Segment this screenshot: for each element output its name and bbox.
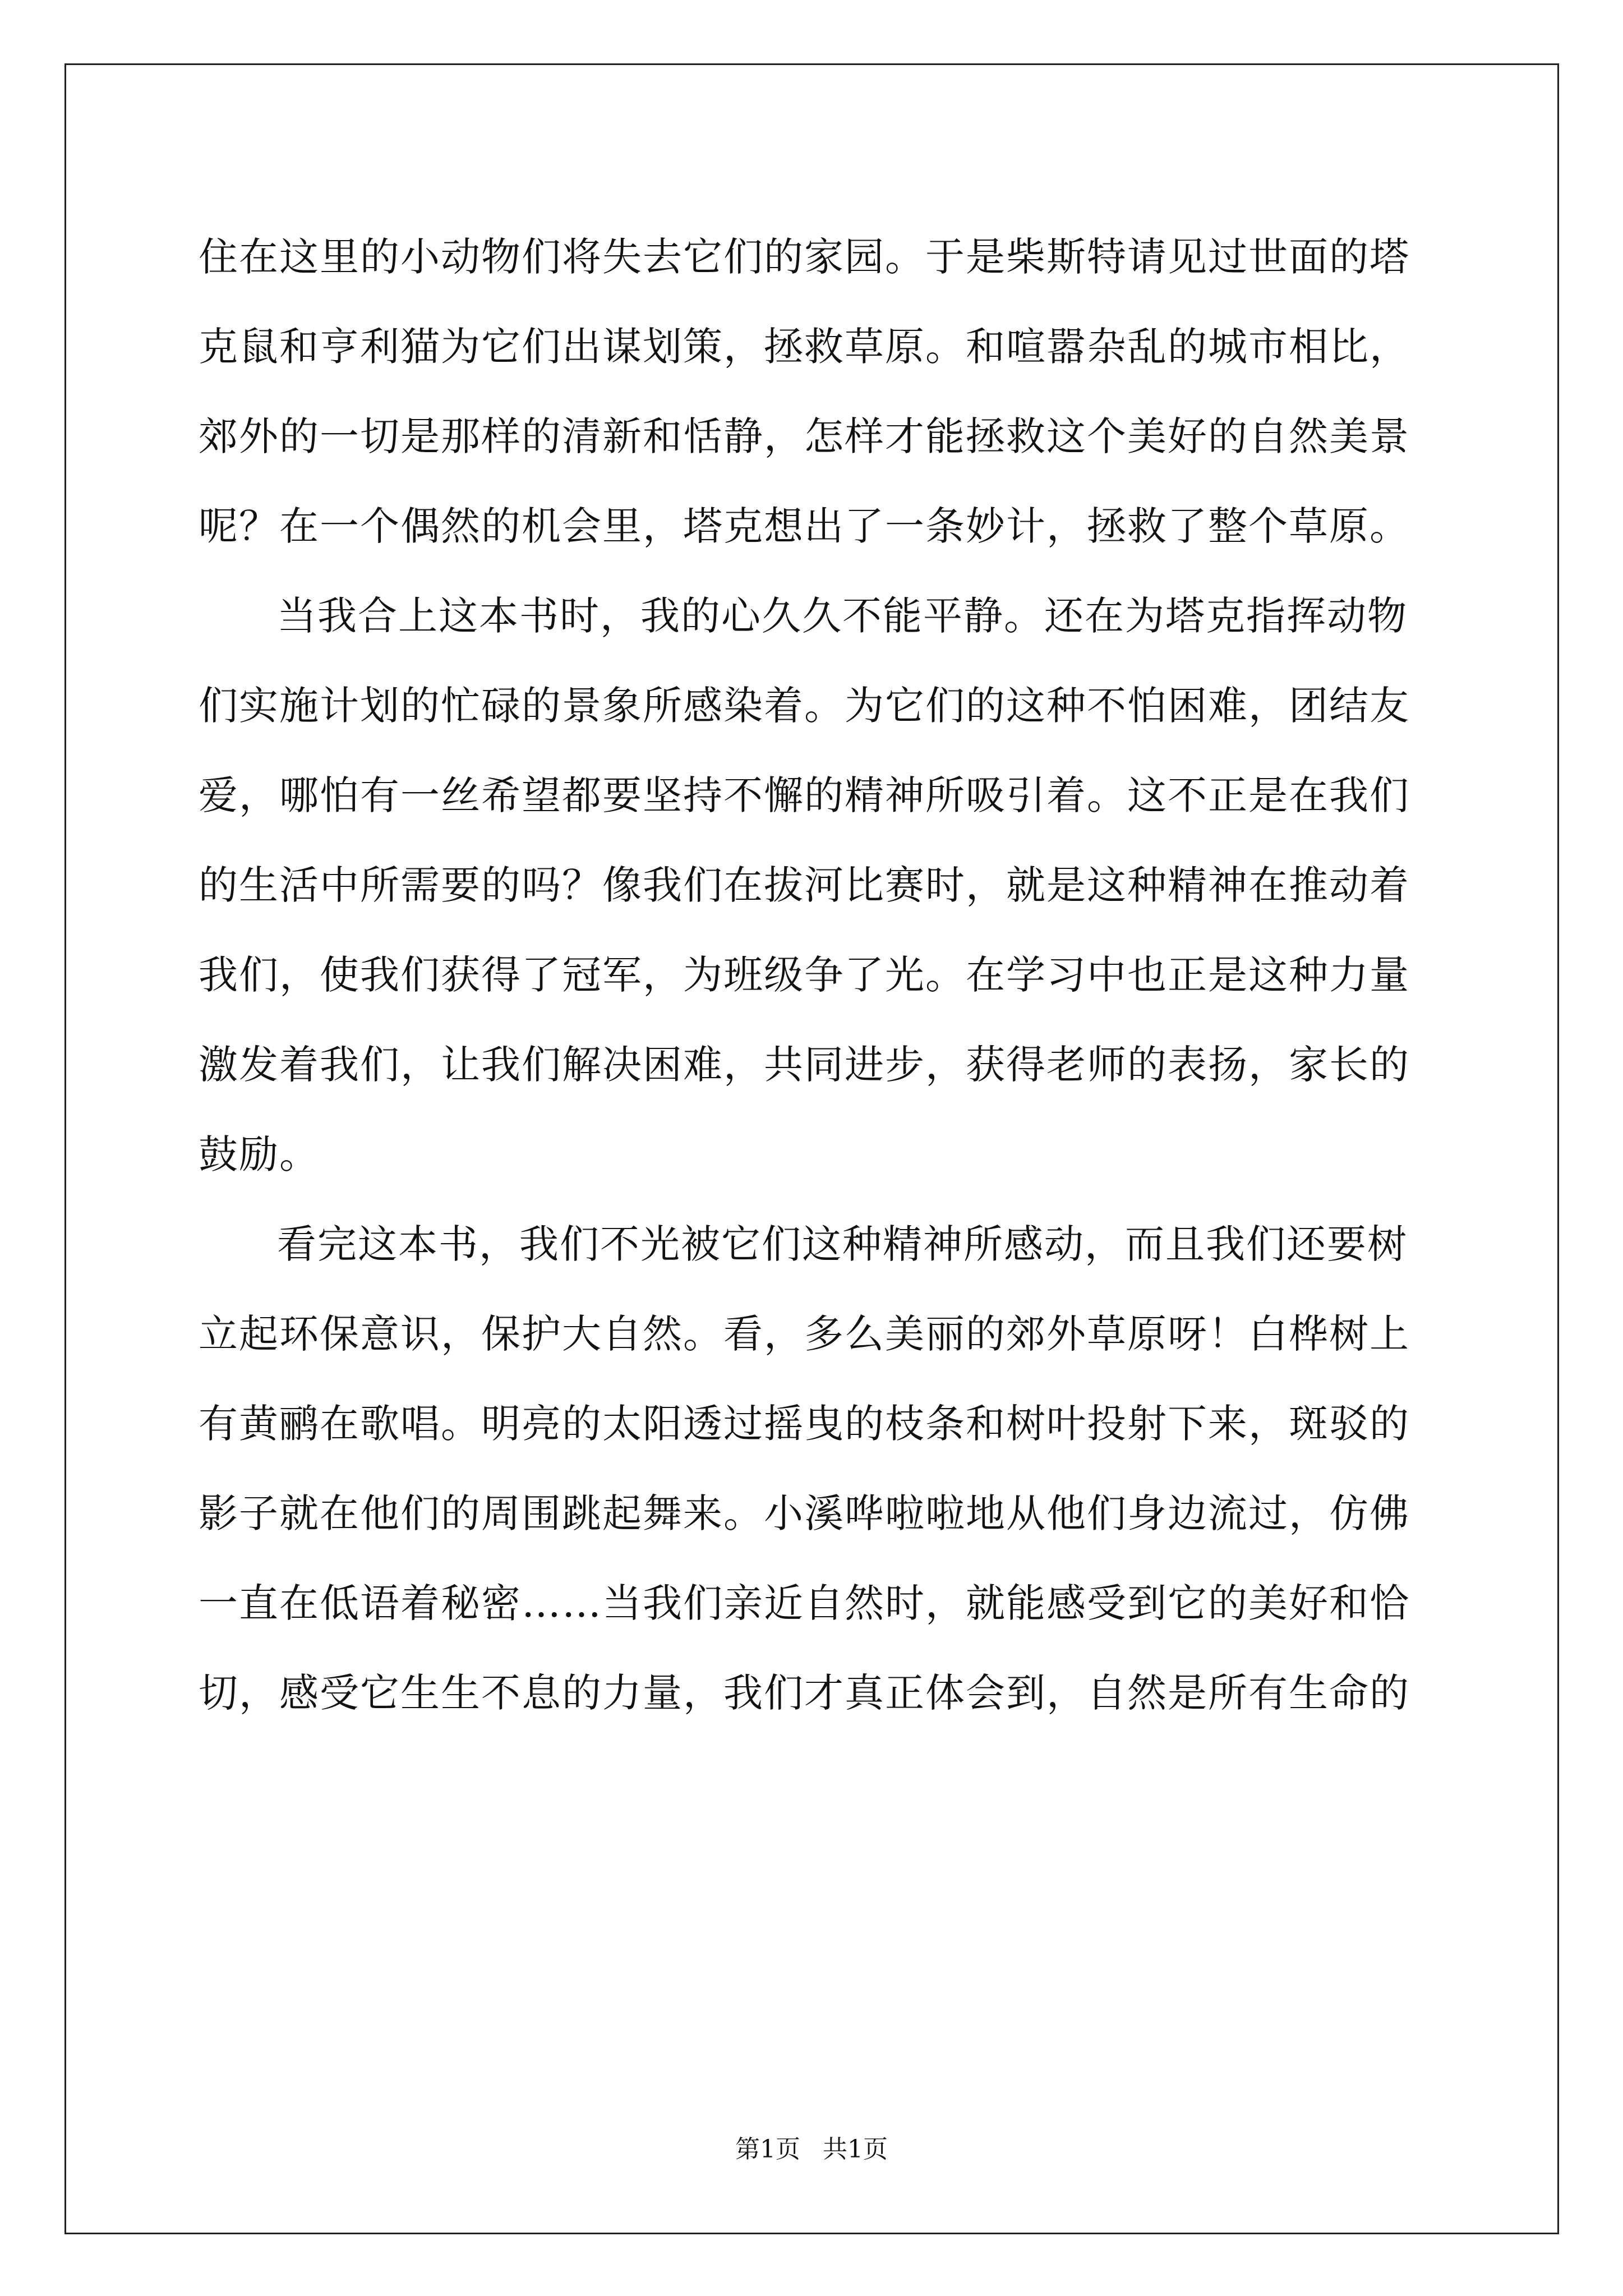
paragraph <box>199 1199 1421 1738</box>
text-line: 我们，使我们获得了冠军，为班级争了光。在学习中也正是这种力量 <box>199 952 1410 998</box>
text-line: 呢？在一个偶然的机会里，塔克想出了一条妙计，拯救了整个草原。 <box>199 503 1410 549</box>
text-line: 切，感受它生生不息的力量，我们才真正体会到，自然是所有生命的 <box>199 1670 1410 1716</box>
text-line: 有黄鹂在歌唱。明亮的太阳透过摇曳的枝条和树叶投射下来，斑驳的 <box>199 1401 1410 1447</box>
text-line: 影子就在他们的周围跳起舞来。小溪哗啦啦地从他们身边流过，仿佛 <box>199 1490 1410 1536</box>
page-number: 第1页 <box>735 2135 800 2164</box>
text-line: 看完这本书，我们不光被它们这种精神所感动，而且我们还要树 <box>277 1221 1408 1267</box>
text-line: 郊外的一切是那样的清新和恬静，怎样才能拯救这个美好的自然美景 <box>199 413 1410 459</box>
paragraph <box>199 571 1421 1199</box>
text-line: 鼓励。 <box>199 1131 320 1177</box>
document-body <box>199 212 1421 1738</box>
page-footer <box>0 2129 1623 2165</box>
text-line: 爱，哪怕有一丝希望都要坚持不懈的精神所吸引着。这不正是在我们 <box>199 772 1410 818</box>
text-line: 立起环保意识，保护大自然。看，多么美丽的郊外草原呀！白桦树上 <box>199 1311 1410 1357</box>
text-line: 当我合上这本书时，我的心久久不能平静。还在为塔克指挥动物 <box>277 593 1408 639</box>
paragraph <box>199 212 1421 571</box>
text-line: 们实施计划的忙碌的景象所感染着。为它们的这种不怕困难，团结友 <box>199 683 1410 729</box>
text-line: 激发着我们，让我们解决困难，共同进步，获得老师的表扬，家长的 <box>199 1042 1410 1088</box>
text-line: 的生活中所需要的吗？像我们在拔河比赛时，就是这种精神在推动着 <box>199 862 1410 908</box>
text-line: 克鼠和亨利猫为它们出谋划策，拯救草原。和喧嚣杂乱的城市相比， <box>199 324 1410 370</box>
text-line: 一直在低语着秘密……当我们亲近自然时，就能感受到它的美好和恰 <box>199 1580 1410 1626</box>
page-total: 共1页 <box>823 2135 888 2164</box>
text-line: 住在这里的小动物们将失去它们的家园。于是柴斯特请见过世面的塔 <box>199 234 1410 280</box>
